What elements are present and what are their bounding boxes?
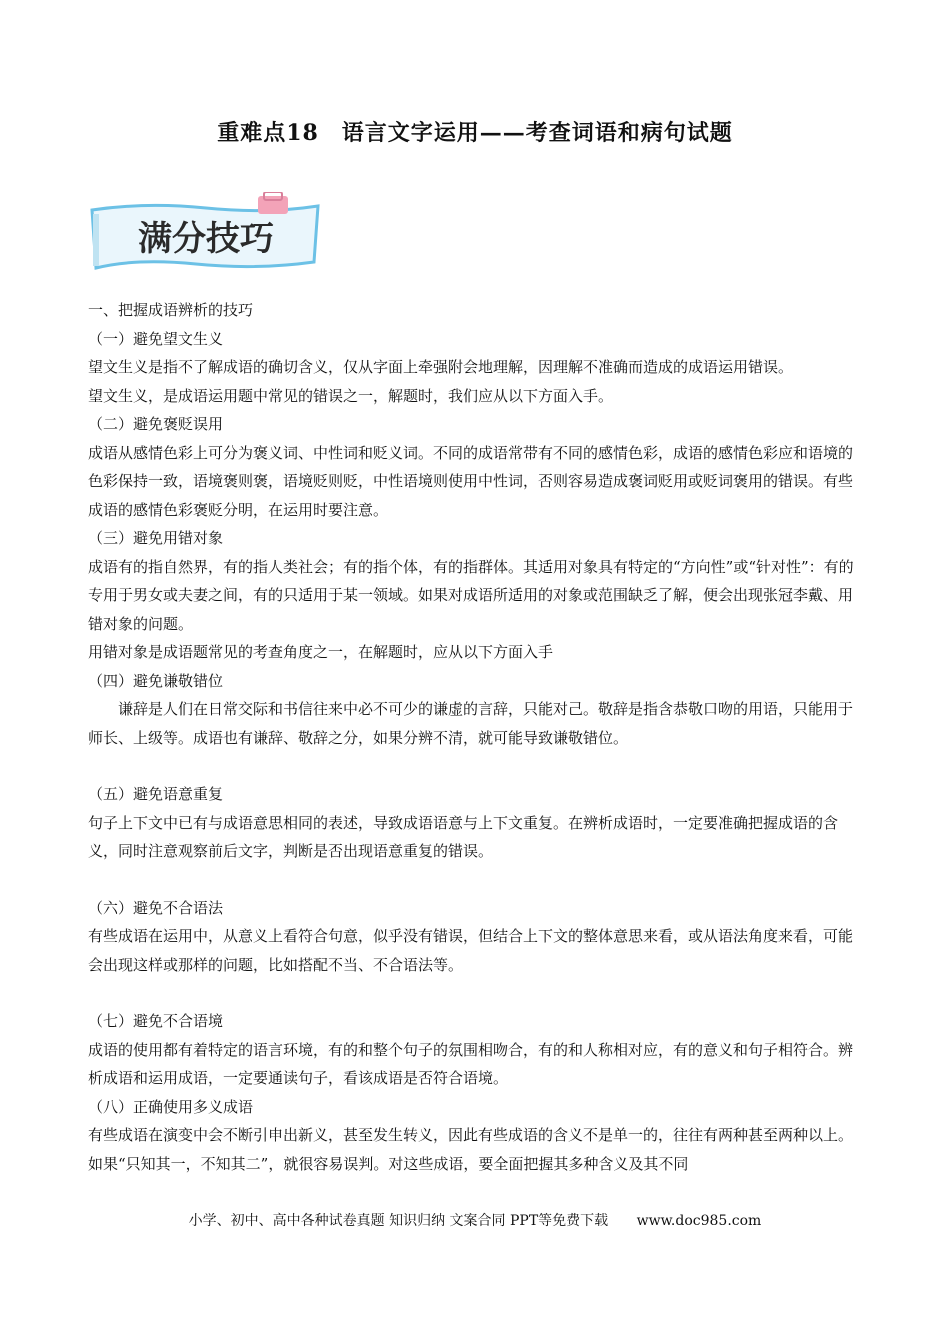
s4-paragraph-1: 谦辞是人们在日常交际和书信往来中必不可少的谦虚的言辞，只能对己。敬辞是指含恭敬口吻的用语，只能用于师长、上级等。成语也有谦辞、敬辞之分，如果分辨不清，就可能导致谦敬错位。 [88,700,854,747]
page-title: 重难点18 语言文字运用——考查词语和病句试题 [217,120,733,146]
s3-title: （三）避免用错对象 [88,529,224,547]
main-content [88,296,860,1178]
s2-title: （二）避免褒贬误用 [88,415,224,433]
s7-title: （七）避免不合语境 [88,1012,224,1030]
s6-paragraph-1: 有些成语在运用中，从意义上看符合句意，似乎没有错误，但结合上下文的整体意思来看，或从语法角度来看，可能会出现这样或那样的问题，比如搭配不当、不合语法等。 [88,927,854,974]
s1-title: （一）避免望文生义 [88,329,224,348]
s5-paragraph-1: 句子上下文中已有与成语意思相同的表述，导致成语语意与上下文重复。在辨析成语时，一定要准确把握成语的含义，同时注意观察前后文字，判断是否出现语意重复的错误。 [88,813,839,860]
s2-paragraph-1: 成语从感情色彩上可分为褒义词、中性词和贬义词。不同的成语常带有不同的感情色彩，成语的感情色彩应和语境的色彩保持一致，语境褒则褒，语境贬则贬，中性语境则使用中性词，否则容易造成褒词贬用或贬词褒用的错误。有些成语的感情色彩褒贬分明，在运用时要注意。 [88,443,854,519]
footer-text: 小学、初中、高中各种试卷真题 知识归纳 文案合同 PPT等免费下载 [188,1213,609,1229]
s4-title: （四）避免谦敬错位 [88,671,224,690]
section-heading: 一、把握成语辨析的技巧 [88,301,254,319]
binder-clip-icon [258,196,288,214]
s3-paragraph-2: 用错对象是成语题常见的考查角度之一，在解题时，应从以下方面入手 [88,643,554,661]
s8-title: （八）正确使用多义成语 [88,1097,254,1116]
s3-paragraph-1: 成语有的指自然界，有的指人类社会；有的指个体，有的指群体。其适用对象具有特定的“方向性”或“针对性”：有的专用于男女或夫妻之间，有的只适用于某一领域。如果对成语所适用的对象或范围缺乏了解，便会出现张冠李戴、用错对象的问题。 [88,557,854,633]
skills-badge [86,192,326,278]
s1-paragraph-2: 望文生义，是成语运用题中常见的错误之一，解题时，我们应从以下方面入手。 [88,386,614,405]
page-footer [0,1210,950,1230]
s5-title: （五）避免语意重复 [88,785,224,803]
s7-paragraph-1: 成语的使用都有着特定的语言环境，有的和整个句子的氛围相吻合，有的和人称相对应，有的意义和句子相符合。辨析成语和运用成语，一定要通读句子，看该成语是否符合语境。 [88,1040,854,1087]
footer-url[interactable]: www.doc985.com [636,1213,762,1229]
s1-paragraph-1: 望文生义是指不了解成语的确切含义，仅从字面上牵强附会地理解，因理解不准确而造成的成语运用错误。 [88,358,794,376]
s8-paragraph-1: 有些成语在演变中会不断引申出新义，甚至发生转义，因此有些成语的含义不是单一的，往往有两种甚至两种以上。如果“只知其一，不知其二”，就很容易误判。对这些成语，要全面把握其多种含义及其不同 [88,1126,854,1173]
badge-text: 满分技巧 [138,219,274,259]
s6-title: （六）避免不合语法 [88,898,224,917]
